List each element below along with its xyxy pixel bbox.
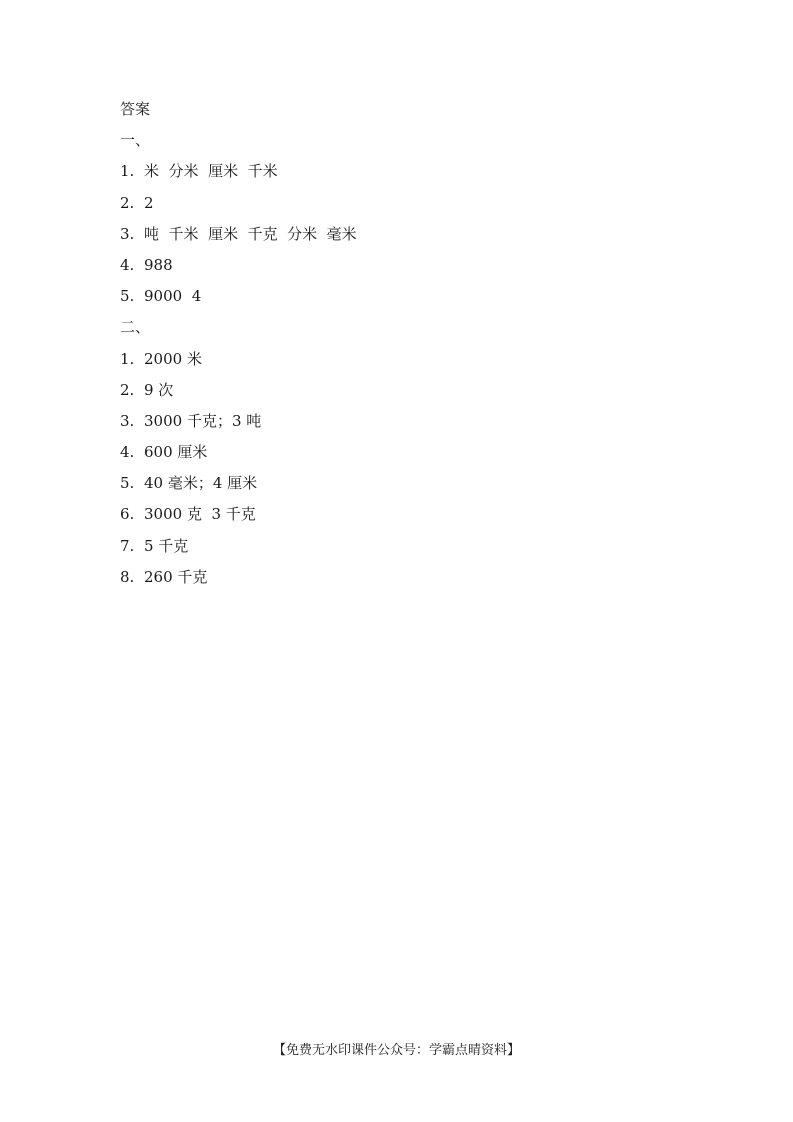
item-text: 9 次 [144,380,174,399]
item-number: 2. [120,380,135,399]
item-text: 2 [144,193,154,212]
answer-item [120,437,680,468]
item-text: 3000 千克；3 吨 [144,411,262,430]
item-text: 9000 4 [144,287,202,306]
item-text: 600 厘米 [144,443,208,462]
answer-item [120,406,680,437]
page-footer: 【免费无水印课件公众号：学霸点晴资料】 [272,1043,520,1058]
answer-item [120,250,680,281]
answer-item [120,562,680,593]
item-number: 7. [120,536,135,555]
item-text: 5 千克 [144,536,189,555]
item-number: 1. [120,349,135,368]
answer-item [120,499,680,530]
item-number: 5. [120,287,135,306]
item-number: 3. [120,224,135,243]
item-text: 吨 千米 厘米 千克 分米 毫米 [144,224,357,243]
item-text: 2000 米 [144,349,202,368]
answer-content [120,94,680,593]
item-number: 6. [120,505,135,524]
answer-item [120,281,680,312]
item-text: 260 千克 [144,567,208,586]
answer-item [120,219,680,250]
item-number: 5. [120,474,135,493]
answer-item [120,344,680,375]
item-number: 4. [120,443,135,462]
answer-title: 答案 [120,100,151,118]
item-number: 8. [120,567,135,586]
answer-item [120,531,680,562]
item-text: 米 分米 厘米 千米 [144,162,278,181]
item-number: 4. [120,255,135,274]
item-text: 988 [144,255,173,274]
item-text: 3000 克 3 千克 [144,505,256,524]
item-number: 1. [120,162,135,181]
item-number: 2. [120,193,135,212]
section-heading-2: 二、 [120,318,151,337]
answer-item [120,188,680,219]
answer-item [120,375,680,406]
item-number: 3. [120,411,135,430]
section-heading-1: 一、 [120,131,151,150]
answer-item [120,468,680,499]
answer-item [120,156,680,187]
item-text: 40 毫米；4 厘米 [144,474,258,493]
